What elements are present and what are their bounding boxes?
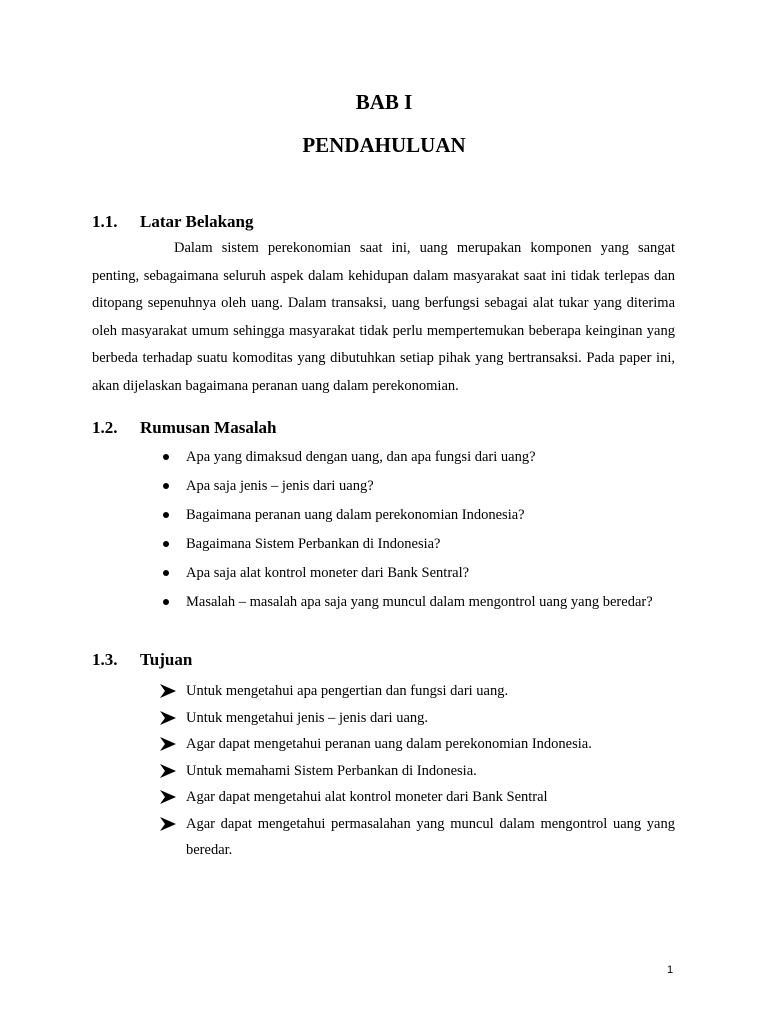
list-item-text: Untuk mengetahui apa pengertian dan fungsi dari uang. xyxy=(186,683,509,699)
bullet-icon xyxy=(163,512,169,518)
chapter-label: BAB I xyxy=(355,90,413,114)
list-item xyxy=(160,705,675,732)
list-item-text: Agar dapat mengetahui alat kontrol moneter dari Bank Sentral xyxy=(186,789,548,805)
arrow-bullet-icon xyxy=(160,817,176,831)
list-item xyxy=(160,447,680,476)
bullet-icon xyxy=(163,599,169,605)
page-number: 1 xyxy=(666,964,674,976)
list-item-text: Apa yang dimaksud dengan uang, dan apa fungsi dari uang? xyxy=(186,449,536,465)
section-heading-tujuan xyxy=(92,649,192,671)
bullet-icon xyxy=(163,454,169,460)
section-title: Tujuan xyxy=(140,650,193,669)
section-number: 1.1. xyxy=(92,212,118,231)
arrow-bullet-icon xyxy=(160,684,176,698)
arrow-bullet-icon xyxy=(160,737,176,751)
list-item-text: Apa saja jenis – jenis dari uang? xyxy=(186,478,374,494)
list-item-text: Bagaimana Sistem Perbankan di Indonesia? xyxy=(186,536,441,552)
objective-list xyxy=(160,678,675,864)
list-item-text: Untuk memahami Sistem Perbankan di Indonesia. xyxy=(186,762,477,779)
chapter-title: PENDAHULUAN xyxy=(302,133,466,157)
list-item-text: Untuk mengetahui jenis – jenis dari uang. xyxy=(186,709,429,726)
arrow-bullet-icon xyxy=(160,711,176,725)
list-item xyxy=(160,505,680,534)
section-title: Rumusan Masalah xyxy=(140,418,277,437)
list-item xyxy=(160,758,675,785)
arrow-bullet-icon xyxy=(160,764,176,778)
bullet-icon xyxy=(163,483,169,489)
list-item-text: Agar dapat mengetahui permasalahan yang muncul dalam mengontrol uang yang beredar. xyxy=(186,815,675,858)
list-item xyxy=(160,534,680,563)
list-item xyxy=(160,592,680,621)
list-item xyxy=(160,678,675,705)
list-item xyxy=(160,811,675,864)
list-item xyxy=(160,476,680,505)
list-item-text: Masalah – masalah apa saja yang muncul dalam mengontrol uang yang beredar? xyxy=(186,594,653,610)
section-title: Latar Belakang xyxy=(140,212,254,231)
section-number: 1.3. xyxy=(92,650,118,669)
problem-list xyxy=(160,447,680,621)
section-heading-rumusan-masalah xyxy=(92,417,277,439)
section-number: 1.2. xyxy=(92,418,118,437)
list-item xyxy=(160,784,675,811)
list-item-text: Agar dapat mengetahui peranan uang dalam perekonomian Indonesia. xyxy=(186,736,592,752)
list-item xyxy=(160,563,680,592)
arrow-bullet-icon xyxy=(160,790,176,804)
list-item-text: Apa saja alat kontrol moneter dari Bank Sentral? xyxy=(186,565,470,581)
list-item xyxy=(160,731,675,758)
list-item-text: Bagaimana peranan uang dalam perekonomian Indonesia? xyxy=(186,507,525,523)
background-paragraph: Dalam sistem perekonomian saat ini, uang merupakan komponen yang sangat penting, sebagaimana seluruh aspek dalam kehidupan dalam masyarakat saat ini tidak terlepas dan ditopang sepenuhnya oleh uang. Dalam transaksi, uang berfungsi sebagai alat tukar yang diterima oleh masyarakat umum sehingga masyarakat tidak perlu mempertemukan beberapa keinginan yang berbeda terhadap suatu komoditas yang dibutuhkan setiap pihak yang bertransaksi. Pada paper ini, akan dijelaskan bagaimana peranan uang dalam perekonomian. xyxy=(92,240,675,394)
bullet-icon xyxy=(163,570,169,576)
section-heading-latar-belakang xyxy=(92,211,254,233)
bullet-icon xyxy=(163,541,169,547)
